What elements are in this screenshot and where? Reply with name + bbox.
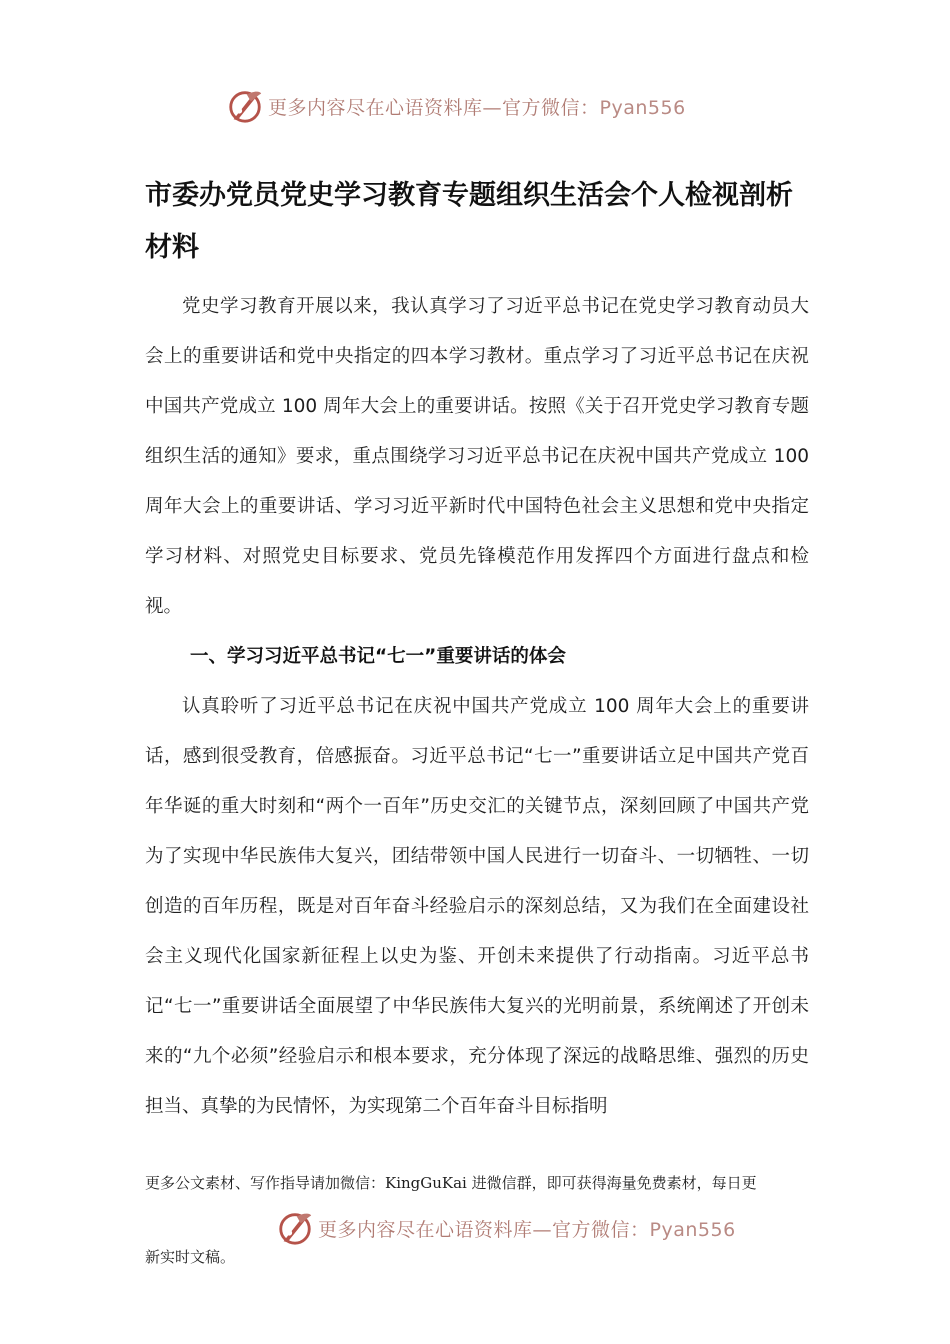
watermark-text <box>268 93 686 120</box>
quill-logo-icon <box>226 87 264 125</box>
watermark-banner-top <box>226 86 686 126</box>
section-heading: 一、学习习近平总书记“七一”重要讲话的体会 <box>190 646 566 667</box>
watermark-wechat-id: Pyan556 <box>599 96 686 119</box>
watermark-wechat-id: Pyan556 <box>649 1218 736 1241</box>
watermark-slogan: 更多内容尽在心语资料库—官方微信： <box>268 96 600 119</box>
footer-note-line2: 新实时文稿。 <box>145 1248 236 1266</box>
document-title: 市委办党员党史学习教育专题组织生活会个人检视剖析材料 <box>145 180 793 263</box>
watermark-text <box>318 1215 736 1242</box>
body-paragraph-2: 认真聆听了习近平总书记在庆祝中国共产党成立 100 周年大会上的重要讲话，感到很受教育，倍感振奋。习近平总书记“七一”重要讲话立足中国共产党百年华诞的重大时刻和“两个一百年”历史交汇的关键节点，深刻回顾了中国共产党为了实现中华民族伟大复兴，团结带领中国人民进行一切奋斗、一切牺牲、一切创造的百年历程，既是对百年奋斗经验启示的深刻总结，又为我们在全面建设社会主义现代化国家新征程上以史为鉴、开创未来提供了行动指南。习近平总书记“七一”重要讲话全面展望了中华民族伟大复兴的光明前景，系统阐述了开创未来的“九个必须”经验启示和根本要求，充分体现了深远的战略思维、强烈的历史担当、真挚的为民情怀，为实现第二个百年奋斗目标指明 <box>145 696 809 1117</box>
watermark-banner-bottom <box>276 1208 736 1248</box>
footer-note-line1: 更多公文素材、写作指导请加微信：KingGuKai 进微信群，即可获得海量免费素材，每日更 <box>145 1174 757 1192</box>
quill-logo-icon <box>276 1209 314 1247</box>
watermark-slogan: 更多内容尽在心语资料库—官方微信： <box>318 1218 650 1241</box>
body-paragraph-1: 党史学习教育开展以来，我认真学习了习近平总书记在党史学习教育动员大会上的重要讲话和党中央指定的四本学习教材。重点学习了习近平总书记在庆祝中国共产党成立 100 周年大会上的重要讲话。按照《关于召开党史学习教育专题组织生活的通知》要求，重点围绕学习习近平总书记在庆祝中国共产党成立 100 周年大会上的重要讲话、学习习近平新时代中国特色社会主义思想和党中央指定学习材料、对照党史目标要求、党员先锋模范作用发挥四个方面进行盘点和检视。 <box>145 296 809 617</box>
